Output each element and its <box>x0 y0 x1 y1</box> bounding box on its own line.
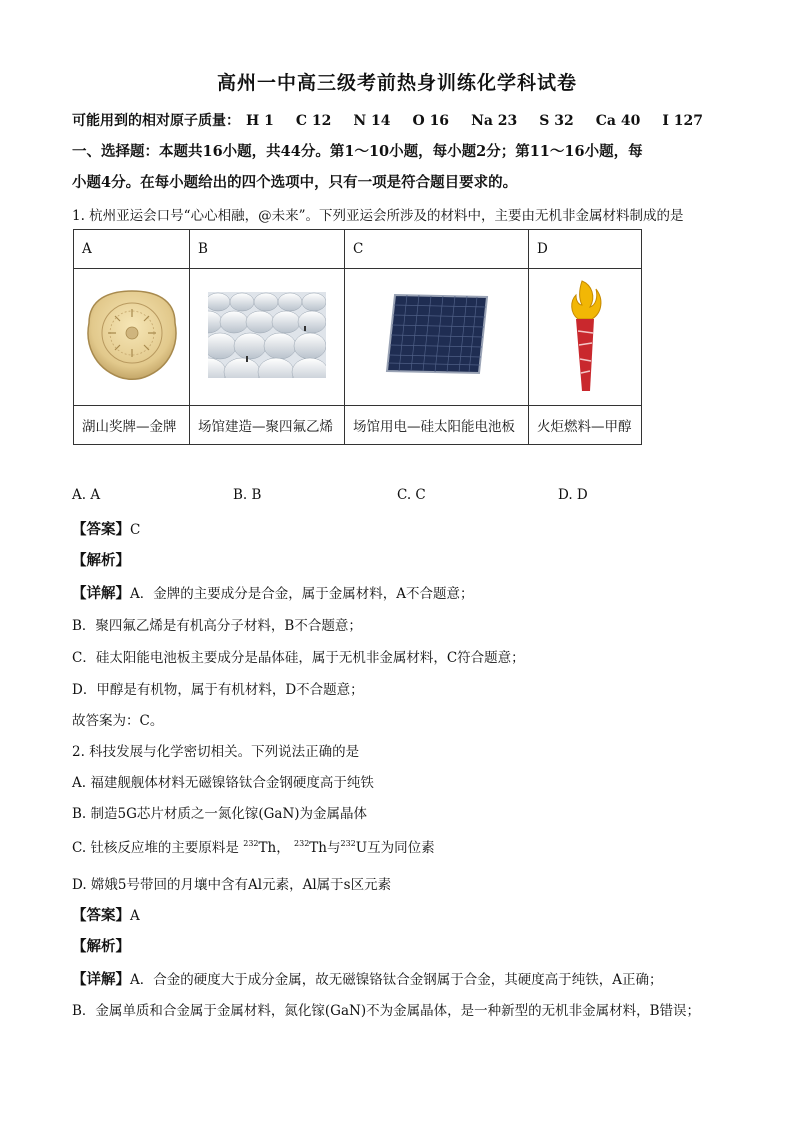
mass-number: 232 <box>243 839 259 848</box>
detail-text: A．金牌的主要成分是合金，属于金属材料，A不合题意； <box>130 586 474 602</box>
mass-number: 232 <box>340 839 356 848</box>
q2-option-d: D. 嫦娥5号带回的月壤中含有Al元素，Al属于s区元素 <box>72 877 392 893</box>
stadium-roof-image <box>190 269 345 406</box>
atomic-masses-label: 可能用到的相对原子质量： <box>72 113 240 129</box>
analysis-tag: 【解析】 <box>72 938 130 955</box>
table-image-row <box>74 269 642 406</box>
q2-answer <box>72 904 140 925</box>
answer-tag: 【答案】 <box>72 907 130 924</box>
answer-tag: 【答案】 <box>72 521 130 538</box>
atom-mass: N 14 <box>353 113 391 129</box>
option-header-d: D <box>529 230 642 269</box>
detail-line: B．金属单质和合金属于金属材料，氮化镓(GaN)不为金属晶体，是一种新型的无机非金属材料，B错误； <box>72 1003 701 1019</box>
detail-line <box>72 968 663 989</box>
section-heading-line1: 一、选择题：本题共16小题，共44分。第1～10小题，每小题2分；第11～16小题，每 <box>72 143 643 160</box>
atom-mass: I 127 <box>662 113 703 129</box>
analysis-tag: 【解析】 <box>72 552 130 569</box>
detail-text: A．合金的硬度大于成分金属，故无磁镍铬钛合金钢属于合金，其硬度高于纯铁，A正确； <box>130 972 663 988</box>
element-symbol: Th <box>258 840 277 856</box>
choice-d: D. D <box>558 487 588 503</box>
option-label-b: 场馆建造—聚四氟乙烯 <box>190 406 345 445</box>
page-title: 高州一中高三级考前热身训练化学科试卷 <box>216 72 577 94</box>
detail-line: B．聚四氟乙烯是有机高分子材料，B不合题意； <box>72 618 362 634</box>
detail-tag: 【详解】 <box>72 971 130 988</box>
solar-panel-image <box>345 269 529 406</box>
choice-a: A. A <box>72 487 101 503</box>
separator: ， <box>276 840 290 856</box>
answer-value: C <box>130 522 141 538</box>
atomic-masses <box>72 110 725 130</box>
table-label-row <box>74 406 642 445</box>
option-header-b: B <box>190 230 345 269</box>
atom-mass: H 1 <box>246 113 274 129</box>
gold-medal-image <box>74 269 190 406</box>
q2-option-c <box>72 836 435 856</box>
question-1-options-table <box>73 229 642 445</box>
section-heading-line2: 小题4分。在每小题给出的四个选项中，只有一项是符合题目要求的。 <box>72 174 518 191</box>
detail-line: D．甲醇是有机物，属于有机材料，D不合题意； <box>72 682 364 698</box>
atom-mass: O 16 <box>412 113 450 129</box>
option-header-a: A <box>74 230 190 269</box>
q2-option-c-pre: C. 钍核反应堆的主要原料是 <box>72 840 239 856</box>
connector: 与 <box>327 840 341 856</box>
conclusion-line: 故答案为：C。 <box>72 713 164 729</box>
question-1-stem: 1. 杭州亚运会口号“心心相融，@未来”。下列亚运会所涉及的材料中，主要由无机非金属材料制成的是 <box>72 208 684 224</box>
atom-mass: S 32 <box>539 113 574 129</box>
element-symbol: U <box>355 840 368 856</box>
atom-mass: Na 23 <box>471 113 518 129</box>
detail-line <box>72 582 474 603</box>
option-label-a: 湖山奖牌—金牌 <box>74 406 190 445</box>
atom-mass: Ca 40 <box>595 113 641 129</box>
element-symbol: Th <box>309 840 327 856</box>
choice-b: B. B <box>233 487 262 503</box>
answer-value: A <box>130 908 140 924</box>
detail-line: C．硅太阳能电池板主要成分是晶体硅，属于无机非金属材料，C符合题意； <box>72 650 525 666</box>
mass-number: 232 <box>294 839 310 848</box>
torch-image <box>529 269 642 406</box>
q1-answer <box>72 518 140 539</box>
q2-option-c-post: 互为同位素 <box>367 840 435 856</box>
q2-option-b: B. 制造5G芯片材质之一氮化镓(GaN)为金属晶体 <box>72 806 368 822</box>
question-2-stem: 2. 科技发展与化学密切相关。下列说法正确的是 <box>72 744 360 760</box>
q2-option-a: A. 福建舰舰体材料无磁镍铬钛合金钢硬度高于纯铁 <box>72 775 374 791</box>
table-header-row <box>74 230 642 269</box>
choice-c: C. C <box>397 487 426 503</box>
detail-tag: 【详解】 <box>72 585 130 602</box>
option-label-d: 火炬燃料—甲醇 <box>529 406 642 445</box>
atom-mass: C 12 <box>295 113 332 129</box>
option-header-c: C <box>345 230 529 269</box>
option-label-c: 场馆用电—硅太阳能电池板 <box>345 406 529 445</box>
